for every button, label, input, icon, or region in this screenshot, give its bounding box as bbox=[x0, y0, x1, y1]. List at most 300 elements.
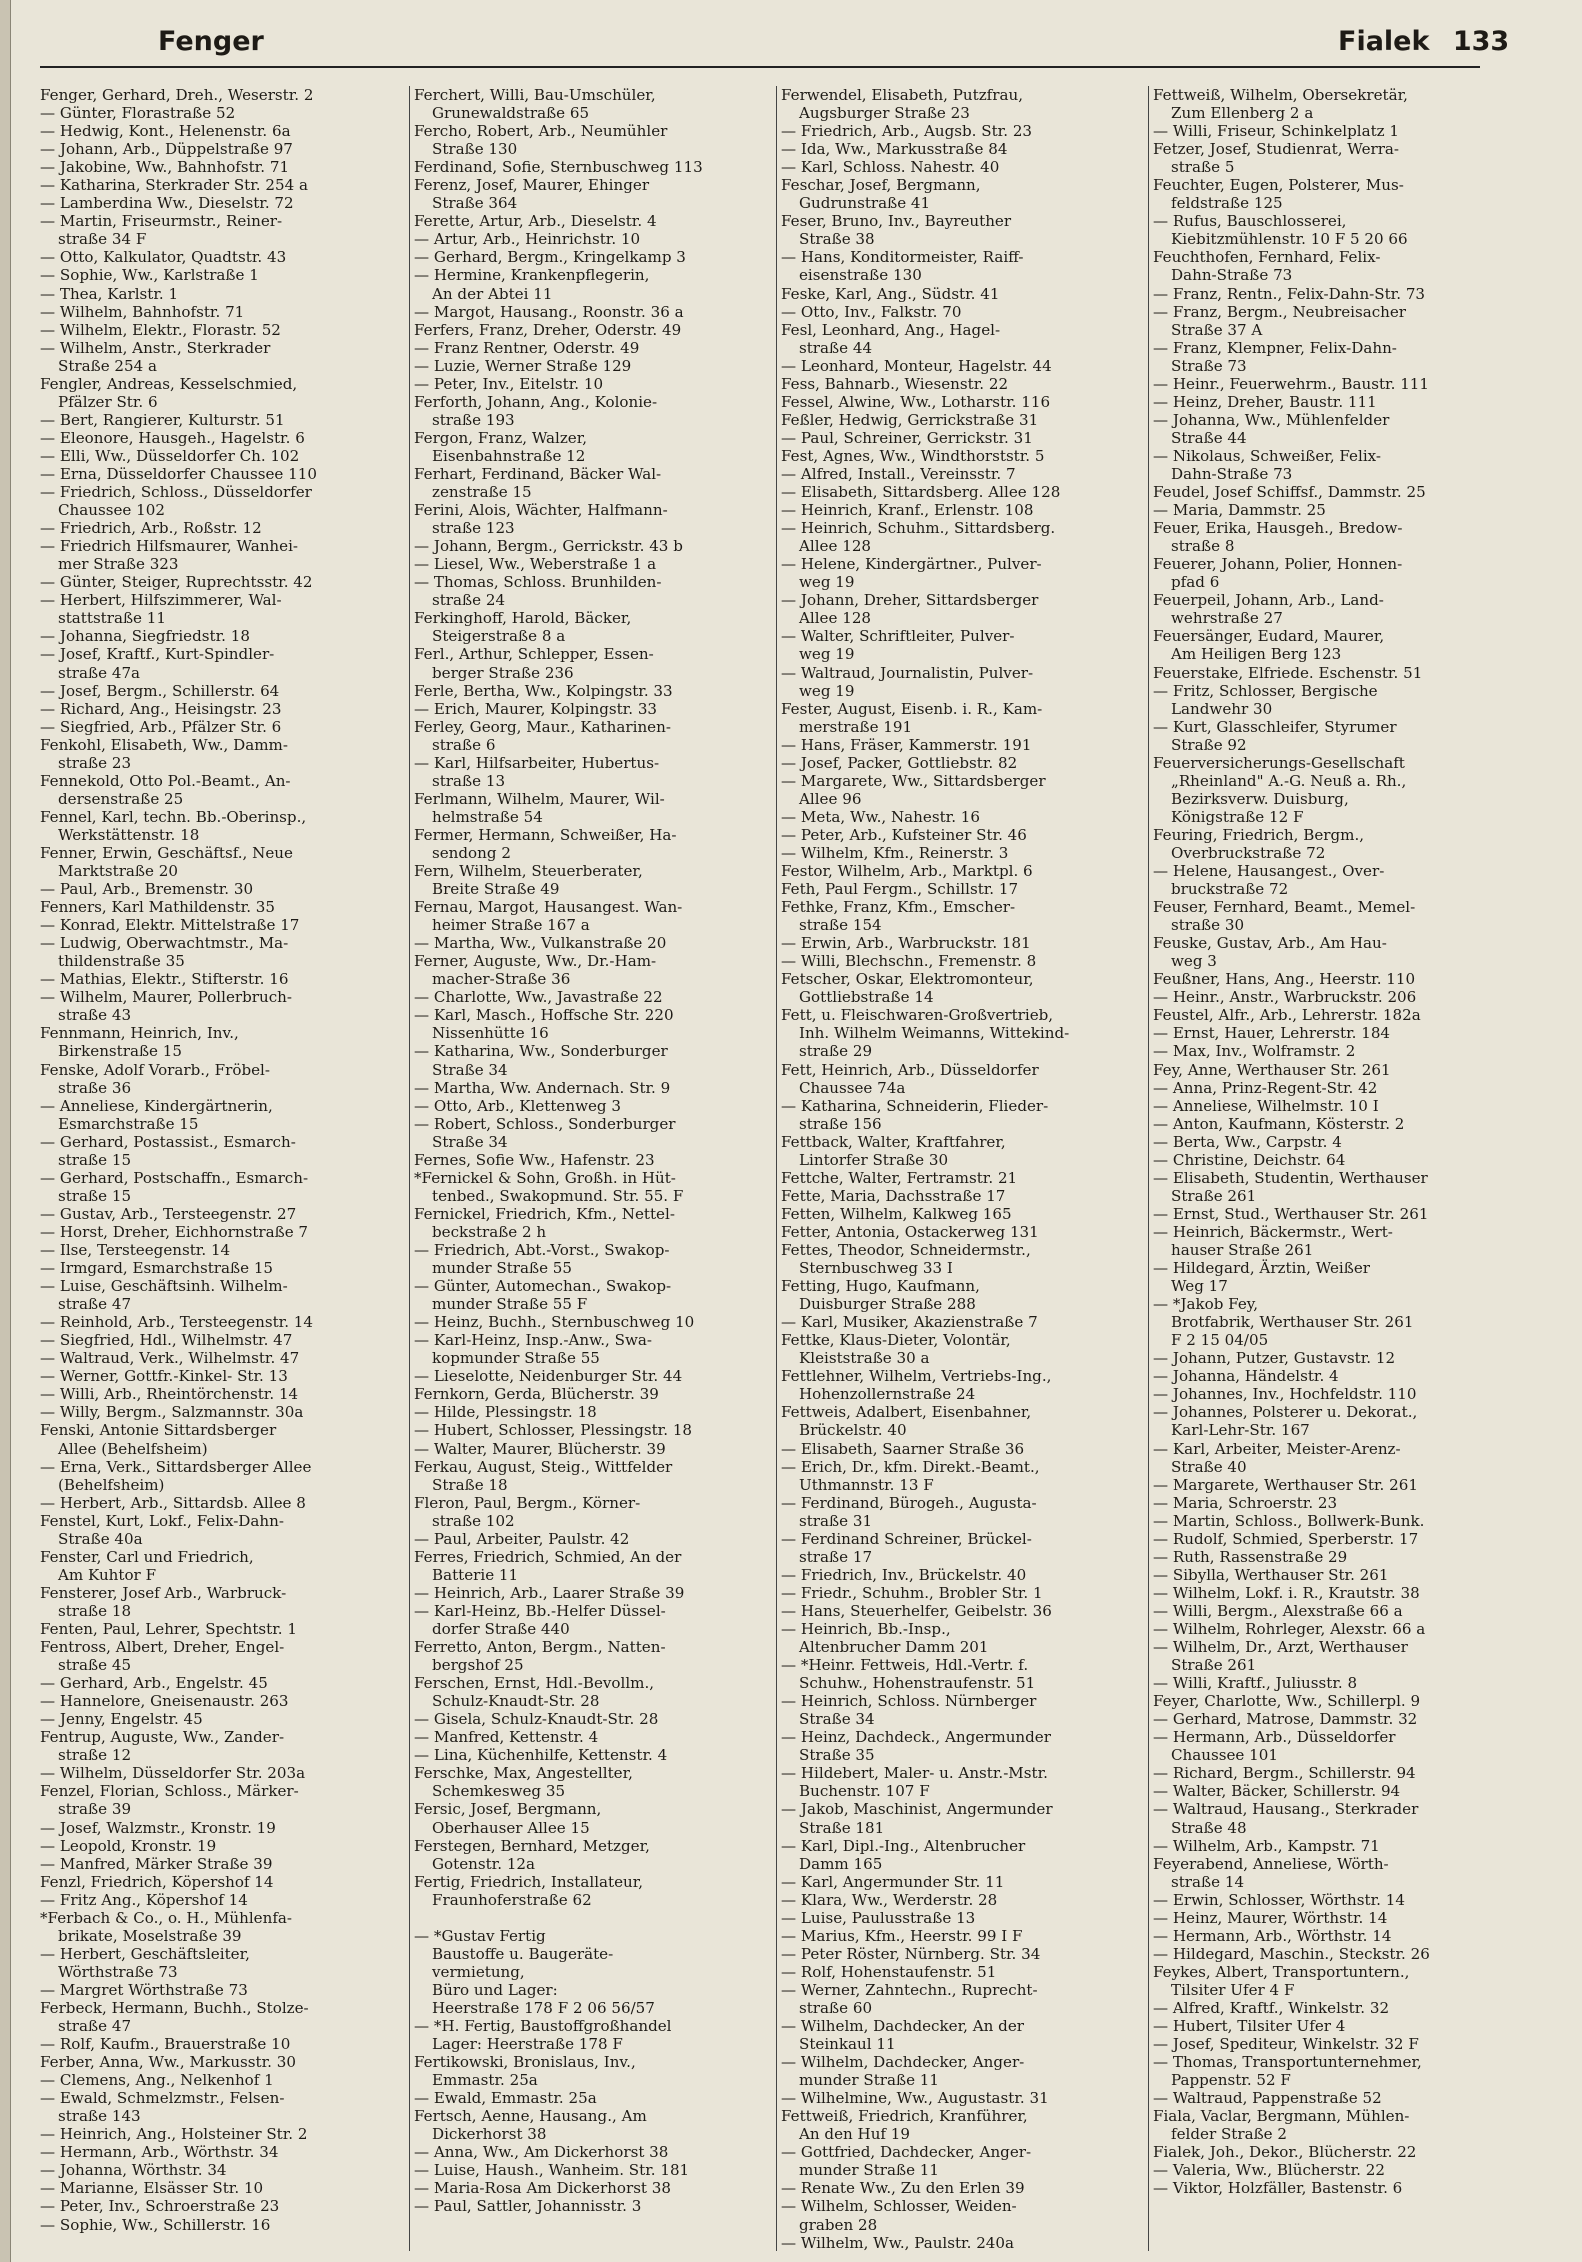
directory-entry-line: Fernes, Sofie Ww., Hafenstr. 23 bbox=[414, 1150, 655, 1169]
directory-entry-line: Ferschen, Ernst, Hdl.-Bevollm., bbox=[414, 1674, 655, 1693]
directory-entry-line: Am Heiligen Berg 123 bbox=[1171, 645, 1342, 664]
directory-entry-line: — Meta, Ww., Nahestr. 16 bbox=[781, 807, 981, 826]
directory-entry-line: — Berta, Ww., Carpstr. 4 bbox=[1153, 1132, 1342, 1151]
directory-entry-line: Allee (Behelfsheim) bbox=[58, 1439, 208, 1458]
column-divider bbox=[409, 86, 410, 2251]
directory-entry-line: — Wilhelm, Dachdecker, An der bbox=[781, 2017, 1024, 2036]
directory-entry-line: — Karl, Dipl.-Ing., Altenbrucher bbox=[781, 1836, 1026, 1855]
directory-entry-line: — Willi, Arb., Rheintörchenstr. 14 bbox=[40, 1385, 299, 1404]
directory-entry-line: Fennekold, Otto Pol.-Beamt., An- bbox=[40, 771, 291, 790]
directory-entry-line: Fest, Agnes, Ww., Windthorststr. 5 bbox=[781, 446, 1045, 465]
directory-entry-line: — Helene, Kindergärtner., Pulver- bbox=[781, 555, 1042, 574]
directory-entry-line: Fenske, Adolf Vorarb., Fröbel- bbox=[40, 1060, 270, 1079]
directory-entry-line: Straße 37 A bbox=[1171, 320, 1263, 339]
directory-entry-line: — Ludwig, Oberwachtmstr., Ma- bbox=[40, 934, 289, 953]
directory-entry-line: Feser, Bruno, Inv., Bayreuther bbox=[781, 212, 1012, 231]
directory-entry-line: — Franz Rentner, Oderstr. 49 bbox=[414, 338, 640, 357]
directory-entry-line: — Hannelore, Gneisenaustr. 263 bbox=[40, 1692, 289, 1711]
directory-entry-line: Straße 35 bbox=[799, 1746, 875, 1765]
directory-entry-line: Fersic, Josef, Bergmann, bbox=[414, 1800, 602, 1819]
directory-entry-line: Ferini, Alois, Wächter, Halfmann- bbox=[414, 501, 668, 520]
directory-entry-line: — Friedrich, Inv., Brückelstr. 40 bbox=[781, 1565, 1027, 1584]
directory-entry-line: — Peter Röster, Nürnberg. Str. 34 bbox=[781, 1944, 1041, 1963]
directory-entry-line: munder Straße 11 bbox=[799, 2161, 940, 2180]
directory-entry-line: Fenstel, Kurt, Lokf., Felix-Dahn- bbox=[40, 1511, 284, 1530]
directory-column-3 bbox=[781, 86, 1069, 2252]
directory-entry-line: straße 14 bbox=[1171, 1872, 1245, 1891]
directory-entry-line: Feuske, Gustav, Arb., Am Hau- bbox=[1153, 934, 1387, 953]
directory-entry-line: Grunewaldstraße 65 bbox=[432, 104, 590, 123]
directory-entry-line: — Paul, Schreiner, Gerrickstr. 31 bbox=[781, 428, 1033, 447]
directory-entry-line: munder Straße 55 bbox=[432, 1259, 573, 1278]
directory-entry-line: Feschar, Josef, Bergmann, bbox=[781, 176, 981, 195]
directory-entry-line: zenstraße 15 bbox=[432, 483, 532, 502]
directory-entry-line: Ferforth, Johann, Ang., Kolonie- bbox=[414, 392, 658, 411]
directory-entry-line: Allee 128 bbox=[799, 537, 872, 556]
directory-entry-line: Hohenzollernstraße 24 bbox=[799, 1385, 976, 1404]
directory-entry-line: — Heinrich, Arb., Laarer Straße 39 bbox=[414, 1583, 685, 1602]
directory-entry-line: — Karl, Masch., Hoffsche Str. 220 bbox=[414, 1006, 674, 1025]
directory-entry-line: — Charlotte, Ww., Javastraße 22 bbox=[414, 988, 663, 1007]
directory-entry-line: — Heinr., Feuerwehrm., Baustr. 111 bbox=[1153, 374, 1430, 393]
directory-entry-line: straße 12 bbox=[58, 1746, 132, 1765]
directory-entry-line: — Herbert, Hilfszimmerer, Wal- bbox=[40, 591, 282, 610]
directory-entry-line: straße 45 bbox=[58, 1656, 132, 1675]
directory-column-2 bbox=[414, 86, 703, 2216]
directory-entry-line: Brotfabrik, Werthauser Str. 261 bbox=[1171, 1313, 1414, 1332]
directory-entry-line: hauser Straße 261 bbox=[1171, 1241, 1314, 1259]
directory-entry-line: — Heinrich, Bb.-Insp., bbox=[781, 1619, 951, 1638]
directory-entry-line: — Ernst, Stud., Werthauser Str. 261 bbox=[1153, 1204, 1429, 1223]
directory-entry-line: — Waltraud, Hausang., Sterkrader bbox=[1153, 1800, 1419, 1819]
directory-entry-line: — Friedrich, Arb., Roßstr. 12 bbox=[40, 519, 262, 538]
directory-entry-line: — Mathias, Elektr., Stifterstr. 16 bbox=[40, 970, 289, 989]
directory-entry-line: Ferkau, August, Steig., Wittfelder bbox=[414, 1457, 673, 1476]
directory-entry-line: wehrstraße 27 bbox=[1171, 609, 1283, 628]
directory-entry-line: Schuhw., Hohenstraufenstr. 51 bbox=[799, 1674, 1036, 1693]
directory-entry-line: — Margot, Hausang., Roonstr. 36 a bbox=[414, 302, 684, 321]
directory-entry-line: — Viktor, Holzfäller, Bastenstr. 6 bbox=[1153, 2179, 1403, 2198]
directory-entry-line: *Fernickel & Sohn, Großh. in Hüt- bbox=[414, 1168, 676, 1187]
directory-entry-line: — Johanna, Ww., Mühlenfelder bbox=[1153, 410, 1390, 429]
directory-entry-line: — Horst, Dreher, Eichhornstraße 7 bbox=[40, 1222, 309, 1241]
directory-entry-line: — Heinz, Dreher, Baustr. 111 bbox=[1153, 392, 1377, 411]
directory-entry-line: Fertig, Friedrich, Installateur, bbox=[414, 1872, 644, 1891]
directory-entry-line: — Ernst, Hauer, Lehrerstr. 184 bbox=[1153, 1024, 1391, 1043]
directory-entry-line: — Martin, Schloss., Bollwerk-Bunk. bbox=[1153, 1511, 1425, 1530]
directory-entry-line: Feuring, Friedrich, Bergm., bbox=[1153, 825, 1365, 844]
directory-entry-line: straße 31 bbox=[799, 1511, 873, 1530]
directory-entry-line: — Ida, Ww., Markusstraße 84 bbox=[781, 140, 1008, 159]
directory-entry-line: Fennel, Karl, techn. Bb.-Oberinsp., bbox=[40, 807, 307, 826]
directory-entry-line: kopmunder Straße 55 bbox=[432, 1349, 600, 1368]
directory-entry-line: — Johanna, Siegfriedstr. 18 bbox=[40, 627, 250, 646]
directory-entry-line: — Katharina, Schneiderin, Flieder- bbox=[781, 1096, 1049, 1115]
directory-entry-line: Ferstegen, Bernhard, Metzger, bbox=[414, 1836, 650, 1855]
running-header-right-name: Fialek bbox=[1338, 26, 1430, 57]
directory-entry-line: Fertsch, Aenne, Hausang., Am bbox=[414, 2107, 647, 2126]
directory-entry-line: mer Straße 323 bbox=[58, 555, 179, 574]
directory-entry-line: — Franz, Rentn., Felix-Dahn-Str. 73 bbox=[1153, 284, 1426, 303]
directory-entry-line: tenbed., Swakopmund. Str. 55. F bbox=[432, 1186, 684, 1205]
directory-entry-line: — Hermann, Arb., Düsseldorfer bbox=[1153, 1728, 1396, 1747]
directory-entry-line: — Friedrich Hilfsmaurer, Wanhei- bbox=[40, 537, 299, 556]
directory-entry-line: straße 34 F bbox=[58, 230, 147, 249]
directory-entry-line: felder Straße 2 bbox=[1171, 2125, 1287, 2144]
directory-entry-line: Steinkaul 11 bbox=[799, 2035, 896, 2054]
directory-entry-line: Fett, u. Fleischwaren-Großvertrieb, bbox=[781, 1006, 1054, 1025]
directory-entry-line: Ferner, Auguste, Ww., Dr.-Ham- bbox=[414, 952, 657, 971]
directory-entry-line: Fergon, Franz, Walzer, bbox=[414, 428, 588, 447]
directory-entry-line: Dahn-Straße 73 bbox=[1171, 266, 1293, 285]
directory-entry-line: Straße 73 bbox=[1171, 356, 1247, 375]
directory-entry-line: straße 154 bbox=[799, 916, 882, 935]
directory-entry-line: Straße 40a bbox=[58, 1529, 143, 1548]
directory-entry-line: Ferley, Georg, Maur., Katharinen- bbox=[414, 717, 671, 736]
directory-entry-line: Büro und Lager: bbox=[432, 1980, 558, 1999]
directory-entry-line: Ferchert, Willi, Bau-Umschüler, bbox=[414, 86, 656, 104]
directory-entry-line: Fernkorn, Gerda, Blücherstr. 39 bbox=[414, 1385, 659, 1404]
directory-entry-line: — Sophie, Ww., Schillerstr. 16 bbox=[40, 2215, 271, 2234]
directory-entry-line: — Thomas, Transportunternehmer, bbox=[1153, 2053, 1422, 2072]
directory-entry-line: — Gustav, Arb., Tersteegenstr. 27 bbox=[40, 1204, 297, 1223]
directory-entry-line: straße 29 bbox=[799, 1042, 873, 1061]
directory-entry-line: — Erna, Düsseldorfer Chaussee 110 bbox=[40, 464, 317, 483]
directory-entry-line: F 2 15 04/05 bbox=[1171, 1331, 1269, 1350]
directory-entry-line: Heerstraße 178 F 2 06 56/57 bbox=[432, 1998, 655, 2017]
directory-entry-line: macher-Straße 36 bbox=[432, 970, 571, 989]
directory-entry-line: Damm 165 bbox=[799, 1854, 883, 1873]
directory-entry-line: — Elli, Ww., Düsseldorfer Ch. 102 bbox=[40, 446, 300, 465]
directory-entry-line: — Christine, Deichstr. 64 bbox=[1153, 1150, 1346, 1169]
directory-entry-line: Ferhart, Ferdinand, Bäcker Wal- bbox=[414, 464, 662, 483]
directory-entry-line: Lager: Heerstraße 178 F bbox=[432, 2035, 623, 2054]
directory-entry-line: Feth, Paul Fergm., Schillstr. 17 bbox=[781, 880, 1019, 899]
directory-entry-line: — Günter, Automechan., Swakop- bbox=[414, 1277, 672, 1296]
directory-entry-line: An den Huf 19 bbox=[799, 2125, 911, 2144]
directory-entry-line: — Wilhelm, Ww., Paulstr. 240a bbox=[781, 2233, 1015, 2252]
directory-entry-line: — Hermann, Arb., Wörthstr. 14 bbox=[1153, 1926, 1392, 1945]
directory-entry-line: — Sibylla, Werthauser Str. 261 bbox=[1153, 1565, 1389, 1584]
directory-entry-line: Overbruckstraße 72 bbox=[1171, 843, 1326, 862]
directory-entry-line: Marktstraße 20 bbox=[58, 862, 178, 881]
directory-entry-line: Straße 40 bbox=[1171, 1457, 1247, 1476]
directory-entry-line: — Jakobine, Ww., Bahnhofstr. 71 bbox=[40, 158, 290, 177]
directory-entry-line: pfad 6 bbox=[1171, 573, 1220, 592]
directory-entry-line: — Ruth, Rassenstraße 29 bbox=[1153, 1547, 1348, 1566]
directory-entry-line: — Josef, Bergm., Schillerstr. 64 bbox=[40, 681, 280, 700]
directory-entry-line: — Friedrich, Abt.-Vorst., Swakop- bbox=[414, 1241, 670, 1259]
directory-entry-line: Feuchter, Eugen, Polsterer, Mus- bbox=[1153, 176, 1404, 195]
directory-entry-line: — Hans, Fräser, Kammerstr. 191 bbox=[781, 735, 1032, 754]
directory-entry-line: Kiebitzmühlenstr. 10 F 5 20 66 bbox=[1171, 230, 1408, 249]
directory-entry-line: — Waltraud, Journalistin, Pulver- bbox=[781, 663, 1034, 682]
directory-entry-line: — Erwin, Schlosser, Wörthstr. 14 bbox=[1153, 1890, 1405, 1909]
directory-entry-line: Duisburger Straße 288 bbox=[799, 1295, 976, 1314]
directory-entry-line: — Erwin, Arb., Warbruckstr. 181 bbox=[781, 934, 1031, 953]
directory-entry-line: Fraunhoferstraße 62 bbox=[432, 1890, 592, 1909]
directory-entry-line: Straße 261 bbox=[1171, 1656, 1257, 1675]
directory-entry-line: Gottliebstraße 14 bbox=[799, 988, 934, 1007]
directory-entry-line: — Waltraud, Pappenstraße 52 bbox=[1153, 2089, 1382, 2108]
directory-entry-line: — Ferdinand, Bürogeh., Augusta- bbox=[781, 1493, 1037, 1512]
directory-entry-line: Chaussee 101 bbox=[1171, 1746, 1278, 1765]
directory-column-1 bbox=[40, 86, 317, 2234]
directory-entry-line: Ferbeck, Hermann, Buchh., Stolze- bbox=[40, 1998, 309, 2017]
directory-entry-line: Fern, Wilhelm, Steuerberater, bbox=[414, 862, 643, 881]
directory-entry-line: — Gerhard, Postassist., Esmarch- bbox=[40, 1132, 296, 1151]
directory-entry-line: — Günter, Steiger, Ruprechtsstr. 42 bbox=[40, 573, 313, 592]
directory-entry-line: — Heinr., Anstr., Warbruckstr. 206 bbox=[1153, 988, 1417, 1007]
directory-entry-line: straße 47 bbox=[58, 2017, 132, 2036]
directory-entry-line: Fiala, Vaclar, Bergmann, Mühlen- bbox=[1153, 2107, 1410, 2126]
directory-entry-line: straße 30 bbox=[1171, 916, 1245, 935]
directory-entry-line: Straße 181 bbox=[799, 1818, 885, 1837]
directory-entry-line: — Richard, Bergm., Schillerstr. 94 bbox=[1153, 1764, 1416, 1783]
directory-entry-line: — Karl, Schloss. Nahestr. 40 bbox=[781, 158, 1000, 177]
directory-entry-line: — Konrad, Elektr. Mittelstraße 17 bbox=[40, 916, 300, 935]
directory-entry-line: — Johann, Arb., Düppelstraße 97 bbox=[40, 140, 293, 159]
directory-entry-line: — Martha, Ww. Andernach. Str. 9 bbox=[414, 1078, 671, 1097]
directory-entry-line: Fleron, Paul, Bergm., Körner- bbox=[414, 1493, 641, 1512]
directory-entry-line: Ferlmann, Wilhelm, Maurer, Wil- bbox=[414, 789, 665, 808]
directory-entry-line: Kleiststraße 30 a bbox=[799, 1349, 930, 1368]
directory-entry-line: — Lamberdina Ww., Dieselstr. 72 bbox=[40, 194, 294, 213]
directory-entry-line: — Otto, Kalkulator, Quadtstr. 43 bbox=[40, 248, 287, 267]
directory-entry-line: — Ferdinand Schreiner, Brückel- bbox=[781, 1529, 1032, 1548]
directory-entry-line: Feßler, Hedwig, Gerrickstraße 31 bbox=[781, 410, 1039, 429]
directory-entry-line: — Wilhelm, Anstr., Sterkrader bbox=[40, 338, 271, 357]
directory-entry-line: — Willi, Kraftf., Juliusstr. 8 bbox=[1153, 1674, 1358, 1693]
directory-entry-line: — Renate Ww., Zu den Erlen 39 bbox=[781, 2179, 1025, 2198]
directory-entry-line: Werkstättenstr. 18 bbox=[58, 825, 200, 844]
directory-entry-line: Straße 92 bbox=[1171, 735, 1247, 754]
directory-entry-line: Sternbuschweg 33 I bbox=[799, 1259, 953, 1278]
directory-entry-line: Altenbrucher Damm 201 bbox=[799, 1638, 989, 1657]
directory-entry-line: sendong 2 bbox=[432, 843, 511, 862]
directory-entry-line: — Elisabeth, Sittardsberg. Allee 128 bbox=[781, 483, 1061, 502]
directory-entry-line: straße 44 bbox=[799, 338, 873, 357]
directory-entry-line: Straße 34 bbox=[799, 1710, 875, 1729]
directory-entry-line: — Johannes, Inv., Hochfeldstr. 110 bbox=[1153, 1385, 1417, 1404]
directory-entry-line: — Heinrich, Bäckermstr., Wert- bbox=[1153, 1222, 1393, 1241]
directory-entry-line: Tilsiter Ufer 4 F bbox=[1171, 1980, 1295, 1999]
directory-entry-line: — Leonhard, Monteur, Hagelstr. 44 bbox=[781, 356, 1052, 375]
directory-entry-line: Ferkinghoff, Harold, Bäcker, bbox=[414, 609, 632, 628]
directory-entry-line: Esmarchstraße 15 bbox=[58, 1114, 199, 1133]
directory-entry-line: Straße 130 bbox=[432, 140, 518, 159]
directory-entry-line: — Wilhelm, Schlosser, Weiden- bbox=[781, 2197, 1017, 2216]
directory-entry-line: munder Straße 55 F bbox=[432, 1295, 588, 1314]
directory-entry-line: straße 8 bbox=[1171, 537, 1235, 556]
directory-entry-line: — Hilde, Plessingstr. 18 bbox=[414, 1403, 597, 1422]
directory-entry-line: Fettche, Walter, Fertramstr. 21 bbox=[781, 1168, 1018, 1187]
directory-entry-line: — Heinrich, Schuhm., Sittardsberg. bbox=[781, 519, 1056, 538]
directory-entry-line: — Irmgard, Esmarchstraße 15 bbox=[40, 1259, 274, 1278]
directory-entry-line: — Luise, Geschäftsinh. Wilhelm- bbox=[40, 1277, 288, 1296]
directory-entry-line: — Kurt, Glasschleifer, Styrumer bbox=[1153, 717, 1397, 736]
directory-entry-line: Feußner, Hans, Ang., Heerstr. 110 bbox=[1153, 970, 1416, 989]
directory-entry-line: — Hildegard, Ärztin, Weißer bbox=[1153, 1259, 1370, 1278]
directory-entry-line: — Wilhelm, Elektr., Florastr. 52 bbox=[40, 320, 281, 339]
directory-entry-line: heimer Straße 167 a bbox=[432, 916, 590, 935]
directory-entry-line: Brückelstr. 40 bbox=[799, 1421, 907, 1440]
directory-entry-line: Emmastr. 25a bbox=[432, 2071, 538, 2090]
directory-entry-line: — Josef, Kraftf., Kurt-Spindler- bbox=[40, 645, 275, 664]
directory-entry-line: — Wilhelm, Maurer, Pollerbruch- bbox=[40, 988, 292, 1007]
directory-entry-line: Baustoffe u. Baugeräte- bbox=[432, 1944, 614, 1963]
directory-entry-line: straße 6 bbox=[432, 735, 496, 754]
directory-entry-line: Feustel, Alfr., Arb., Lehrerstr. 182a bbox=[1153, 1006, 1421, 1025]
directory-entry-line: Feuerstake, Elfriede. Eschenstr. 51 bbox=[1153, 663, 1423, 682]
directory-entry-line: Wörthstraße 73 bbox=[58, 1962, 178, 1981]
directory-entry-line: — Manfred, Märker Straße 39 bbox=[40, 1854, 273, 1873]
directory-entry-line: — Marius, Kfm., Heerstr. 99 I F bbox=[781, 1926, 1023, 1945]
directory-entry-line: — Wilhelm, Arb., Kampstr. 71 bbox=[1153, 1836, 1380, 1855]
directory-entry-line: Oberhauser Allee 15 bbox=[432, 1818, 590, 1837]
directory-entry-line: Feuerer, Johann, Polier, Honnen- bbox=[1153, 555, 1403, 574]
directory-entry-line: Gudrunstraße 41 bbox=[799, 194, 931, 213]
directory-entry-line: munder Straße 11 bbox=[799, 2071, 940, 2090]
directory-entry-line: — Walter, Schriftleiter, Pulver- bbox=[781, 627, 1015, 646]
directory-entry-line: Straße 38 bbox=[799, 230, 875, 249]
directory-entry-line: Fett, Heinrich, Arb., Düsseldorfer bbox=[781, 1060, 1039, 1079]
directory-entry-line: — Hans, Steuerhelfer, Geibelstr. 36 bbox=[781, 1601, 1052, 1620]
directory-entry-line: — Margret Wörthstraße 73 bbox=[40, 1980, 248, 1999]
directory-entry-line: merstraße 191 bbox=[799, 717, 913, 736]
directory-entry-line: — Gottfried, Dachdecker, Anger- bbox=[781, 2143, 1032, 2162]
directory-entry-line: — Alfred, Install., Vereinsstr. 7 bbox=[781, 464, 1016, 483]
directory-entry-line: — Reinhold, Arb., Tersteegenstr. 14 bbox=[40, 1313, 314, 1332]
directory-entry-line: — Jenny, Engelstr. 45 bbox=[40, 1710, 203, 1729]
directory-entry-line: Birkenstraße 15 bbox=[58, 1042, 182, 1061]
running-header-left: Fenger bbox=[158, 26, 264, 57]
directory-entry-line: — Wilhelm, Kfm., Reinerstr. 3 bbox=[781, 843, 1009, 862]
directory-entry-line: — Johann, Dreher, Sittardsberger bbox=[781, 591, 1039, 610]
directory-entry-line: Fettback, Walter, Kraftfahrer, bbox=[781, 1132, 1006, 1151]
directory-entry-line: — Werner, Zahntechn., Ruprecht- bbox=[781, 1980, 1038, 1999]
directory-entry-line: weg 19 bbox=[799, 645, 855, 664]
directory-entry-line: Straße 18 bbox=[432, 1475, 508, 1494]
directory-entry-line: — Wilhelmine, Ww., Augustastr. 31 bbox=[781, 2089, 1049, 2108]
directory-entry-line: — Nikolaus, Schweißer, Felix- bbox=[1153, 446, 1381, 465]
directory-entry-line: — Eleonore, Hausgeh., Hagelstr. 6 bbox=[40, 428, 305, 447]
directory-entry-line: Ferber, Anna, Ww., Markusstr. 30 bbox=[40, 2053, 296, 2072]
page-number: 133 bbox=[1452, 26, 1510, 57]
directory-entry-line: Allee 96 bbox=[799, 789, 862, 808]
directory-entry-line: berger Straße 236 bbox=[432, 663, 574, 682]
directory-entry-line: — Karl, Hilfsarbeiter, Hubertus- bbox=[414, 753, 660, 772]
directory-entry-line: — Johannes, Polsterer u. Dekorat., bbox=[1153, 1403, 1418, 1422]
directory-entry-line: Fennmann, Heinrich, Inv., bbox=[40, 1024, 239, 1043]
directory-entry-line: — Gisela, Schulz-Knaudt-Str. 28 bbox=[414, 1710, 659, 1729]
directory-entry-line: — Herbert, Geschäftsleiter, bbox=[40, 1944, 250, 1963]
directory-entry-line: — Gerhard, Bergm., Kringelkamp 3 bbox=[414, 248, 686, 267]
directory-entry-line: straße 36 bbox=[58, 1078, 132, 1097]
directory-entry-line: straße 60 bbox=[799, 1998, 873, 2017]
directory-entry-line: Festor, Wilhelm, Arb., Marktpl. 6 bbox=[781, 862, 1033, 881]
directory-entry-line: — *Gustav Fertig bbox=[414, 1926, 546, 1945]
directory-entry-line: — Lina, Küchenhilfe, Kettenstr. 4 bbox=[414, 1746, 668, 1765]
directory-entry-line: Ferschke, Max, Angestellter, bbox=[414, 1764, 633, 1783]
directory-entry-line: — Luzie, Werner Straße 129 bbox=[414, 356, 632, 375]
directory-entry-line: Fenten, Paul, Lehrer, Spechtstr. 1 bbox=[40, 1619, 297, 1638]
directory-entry-line: Fialek, Joh., Dekor., Blücherstr. 22 bbox=[1153, 2143, 1417, 2162]
directory-entry-line: — Thea, Karlstr. 1 bbox=[40, 284, 179, 303]
directory-entry-line: Fesl, Leonhard, Ang., Hagel- bbox=[781, 320, 1001, 339]
directory-entry-line: Fentrup, Auguste, Ww., Zander- bbox=[40, 1728, 285, 1747]
directory-entry-line: — Wilhelm, Rohrleger, Alexstr. 66 a bbox=[1153, 1619, 1426, 1638]
directory-entry-line: weg 19 bbox=[799, 681, 855, 700]
directory-entry-line: Feuersänger, Eudard, Maurer, bbox=[1153, 627, 1385, 646]
directory-entry-line: (Behelfsheim) bbox=[58, 1475, 165, 1494]
directory-entry-line: beckstraße 2 h bbox=[432, 1222, 547, 1241]
directory-entry-line: straße 13 bbox=[432, 771, 506, 790]
directory-entry-line: Fettke, Klaus-Dieter, Volontär, bbox=[781, 1331, 1011, 1350]
directory-entry-line: — Waltraud, Verk., Wilhelmstr. 47 bbox=[40, 1349, 300, 1368]
directory-entry-line: Fetzer, Josef, Studienrat, Werra- bbox=[1153, 140, 1400, 159]
directory-entry-line: — Erna, Verk., Sittardsberger Allee bbox=[40, 1457, 312, 1476]
directory-entry-line: Ferle, Bertha, Ww., Kolpingstr. 33 bbox=[414, 681, 673, 700]
directory-entry-line: — Marianne, Elsässer Str. 10 bbox=[40, 2179, 264, 2198]
directory-entry-line: Karl-Lehr-Str. 167 bbox=[1171, 1421, 1310, 1440]
directory-entry-line: Fenzl, Friedrich, Köpershof 14 bbox=[40, 1872, 274, 1891]
directory-entry-line: — Willi, Friseur, Schinkelplatz 1 bbox=[1153, 122, 1399, 141]
directory-entry-line: helmstraße 54 bbox=[432, 807, 543, 826]
directory-entry-line: — Martha, Ww., Vulkanstraße 20 bbox=[414, 934, 667, 953]
directory-entry-line: Straße 254 a bbox=[58, 356, 158, 375]
directory-entry-line: — Gerhard, Matrose, Dammstr. 32 bbox=[1153, 1710, 1418, 1729]
directory-entry-line: Fenski, Antonie Sittardsberger bbox=[40, 1421, 277, 1440]
directory-entry-line: — Josef, Spediteur, Winkelstr. 32 F bbox=[1153, 2035, 1419, 2054]
directory-entry-line: — Friedrich, Arb., Augsb. Str. 23 bbox=[781, 122, 1033, 141]
directory-entry-line: Fenster, Carl und Friedrich, bbox=[40, 1547, 254, 1566]
directory-entry-line: — Willy, Bergm., Salzmannstr. 30a bbox=[40, 1403, 304, 1422]
directory-entry-line: — Hermann, Arb., Wörthstr. 34 bbox=[40, 2143, 279, 2162]
directory-entry-line: Fenkohl, Elisabeth, Ww., Damm- bbox=[40, 735, 288, 754]
directory-entry-line: Lintorfer Straße 30 bbox=[799, 1150, 949, 1169]
directory-entry-line: Schulz-Knaudt-Str. 28 bbox=[432, 1692, 600, 1711]
directory-entry-line: Bezirksverw. Duisburg, bbox=[1171, 789, 1349, 808]
directory-entry-line: — Hildebert, Maler- u. Anstr.-Mstr. bbox=[781, 1764, 1048, 1783]
directory-entry-line: Fercho, Robert, Arb., Neumühler bbox=[414, 122, 668, 141]
directory-entry-line: — Richard, Ang., Heisingstr. 23 bbox=[40, 699, 282, 718]
directory-entry-line: Fester, August, Eisenb. i. R., Kam- bbox=[781, 699, 1043, 718]
directory-entry-line: Straße 44 bbox=[1171, 428, 1247, 447]
directory-entry-line: — Heinrich, Kranf., Erlenstr. 108 bbox=[781, 501, 1034, 520]
directory-entry-line: — Erich, Dr., kfm. Direkt.-Beamt., bbox=[781, 1457, 1040, 1476]
directory-entry-line: — Valeria, Ww., Blücherstr. 22 bbox=[1153, 2161, 1385, 2180]
directory-entry-line: Fettweiß, Wilhelm, Obersekretär, bbox=[1153, 86, 1408, 104]
directory-entry-line: — Günter, Florastraße 52 bbox=[40, 104, 236, 123]
directory-entry-line: Fertikowski, Bronislaus, Inv., bbox=[414, 2053, 636, 2072]
directory-entry-line: Straße 34 bbox=[432, 1060, 508, 1079]
directory-entry-line: Ferette, Artur, Arb., Dieselstr. 4 bbox=[414, 212, 657, 231]
directory-entry-line: Königstraße 12 F bbox=[1171, 807, 1304, 826]
directory-entry-line: — Luise, Paulusstraße 13 bbox=[781, 1908, 976, 1927]
directory-entry-line: — Hedwig, Kont., Helenenstr. 6a bbox=[40, 122, 291, 141]
directory-entry-line: — Peter, Inv., Schroerstraße 23 bbox=[40, 2197, 280, 2216]
directory-entry-line: — Otto, Arb., Klettenweg 3 bbox=[414, 1096, 621, 1115]
directory-entry-line: Straße 48 bbox=[1171, 1818, 1247, 1837]
directory-entry-line: — Alfred, Kraftf., Winkelstr. 32 bbox=[1153, 1998, 1390, 2017]
directory-entry-line: — Wilhelm, Bahnhofstr. 71 bbox=[40, 302, 245, 321]
directory-entry-line: Ferl., Arthur, Schlepper, Essen- bbox=[414, 645, 654, 664]
directory-entry-line: Ferretto, Anton, Bergm., Natten- bbox=[414, 1638, 666, 1657]
directory-entry-line: — Werner, Gottfr.-Kinkel- Str. 13 bbox=[40, 1367, 288, 1386]
directory-entry-line: — Heinz, Dachdeck., Angermunder bbox=[781, 1728, 1051, 1747]
directory-entry-line: Fey, Anne, Werthauser Str. 261 bbox=[1153, 1060, 1391, 1079]
